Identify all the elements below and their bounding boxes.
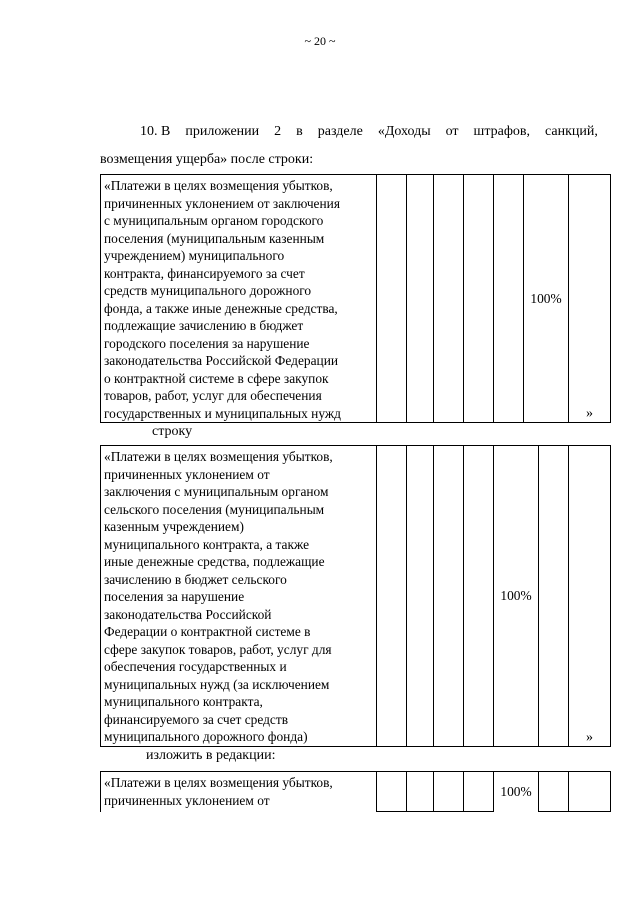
empty-cell <box>494 175 524 423</box>
text-line: о контрактной системе в сфере закупок <box>104 370 329 386</box>
intro-word: разделе <box>317 124 363 139</box>
table-old-row-2 <box>100 445 611 747</box>
caption-izlozhit: изложить в редакции: <box>146 748 276 763</box>
text-line: государственных и муниципальных нужд <box>104 405 341 421</box>
row-description <box>101 446 377 747</box>
percent-cell: 100% <box>494 772 539 812</box>
text-line: иные денежные средства, подлежащие <box>104 554 325 569</box>
empty-cell <box>407 175 434 423</box>
text-line: муниципального дорожного фонда) <box>104 729 308 744</box>
text-line: «Платежи в целях возмещения убытков, <box>104 449 333 464</box>
closing-quote-cell: » <box>569 175 611 423</box>
empty-cell <box>377 772 407 812</box>
table-old-row-1 <box>100 174 611 423</box>
text-line: сельского поселения (муниципальным <box>104 501 325 517</box>
text-line: контракта, финансируемого за счет <box>104 265 305 281</box>
intro-word: от <box>445 124 459 139</box>
empty-cell <box>434 446 464 747</box>
text-line: сфере закупок товаров, работ, услуг для <box>104 641 332 657</box>
percent-cell: 100% <box>524 175 569 423</box>
empty-cell <box>377 446 407 747</box>
text-line: причиненных уклонением от заключения <box>104 195 340 211</box>
text-line: зачислению в бюджет сельского <box>104 571 287 587</box>
empty-cell <box>434 772 464 812</box>
empty-cell <box>464 772 494 812</box>
text-line: товаров, работ, услуг для обеспечения <box>104 388 322 403</box>
text-line: заключения с муниципальным органом <box>104 484 329 499</box>
percent-cell: 100% <box>494 446 539 747</box>
text-line: «Платежи в целях возмещения убытков, <box>104 178 333 193</box>
empty-cell <box>407 446 434 747</box>
intro-line-1 <box>100 118 598 146</box>
intro-word: «Доходы <box>377 124 431 139</box>
intro-word: в <box>296 124 303 139</box>
text-line: средств муниципального дорожного <box>104 283 312 298</box>
empty-cell <box>377 175 407 423</box>
text-line: муниципальных нужд (за исключением <box>104 676 330 692</box>
closing-quote-cell: » <box>569 446 611 747</box>
text-line: учреждением) муниципального <box>104 248 285 263</box>
intro-word: штрафов, <box>473 124 531 139</box>
text-line: законодательства Российской <box>104 606 272 622</box>
empty-cell <box>539 446 569 747</box>
empty-cell <box>569 772 611 812</box>
text-line: с муниципальным органом городского <box>104 213 324 228</box>
text-line: законодательства Российской Федерации <box>104 353 339 368</box>
empty-cell <box>539 772 569 812</box>
text-line: причиненных уклонением от <box>104 466 270 482</box>
text-line: причиненных уклонением от <box>104 792 270 808</box>
intro-paragraph <box>100 118 598 174</box>
row-description <box>101 175 377 423</box>
text-line: фонда, а также иные денежные средства, <box>104 300 338 316</box>
caption-stroku: строку <box>152 424 193 439</box>
text-line: подлежащие зачислению в бюджет <box>104 318 304 333</box>
text-line: муниципального контракта, а также <box>104 536 310 552</box>
empty-cell <box>464 446 494 747</box>
intro-word: 2 <box>274 124 282 139</box>
intro-word: приложении <box>185 124 260 139</box>
text-line: финансируемого за счет средств <box>104 711 289 727</box>
text-line: казенным учреждением) <box>104 519 244 534</box>
text-line: поселения (муниципальным казенным <box>104 230 325 246</box>
row-description <box>101 772 377 812</box>
empty-cell <box>407 772 434 812</box>
intro-word: 10. В <box>140 124 171 139</box>
page-number: ~ 20 ~ <box>304 34 336 48</box>
text-line: обеспечения государственных и <box>104 659 287 674</box>
intro-line-2: возмещения ущерба» после строки: <box>100 152 314 167</box>
table-new-row <box>100 771 611 812</box>
empty-cell <box>464 175 494 423</box>
text-line: «Платежи в целях возмещения убытков, <box>104 775 333 790</box>
text-line: поселения за нарушение <box>104 589 245 604</box>
text-line: городского поселения за нарушение <box>104 335 310 351</box>
text-line: Федерации о контрактной системе в <box>104 624 311 639</box>
empty-cell <box>434 175 464 423</box>
text-line: муниципального контракта, <box>104 694 263 709</box>
intro-word: санкций, <box>545 124 598 139</box>
